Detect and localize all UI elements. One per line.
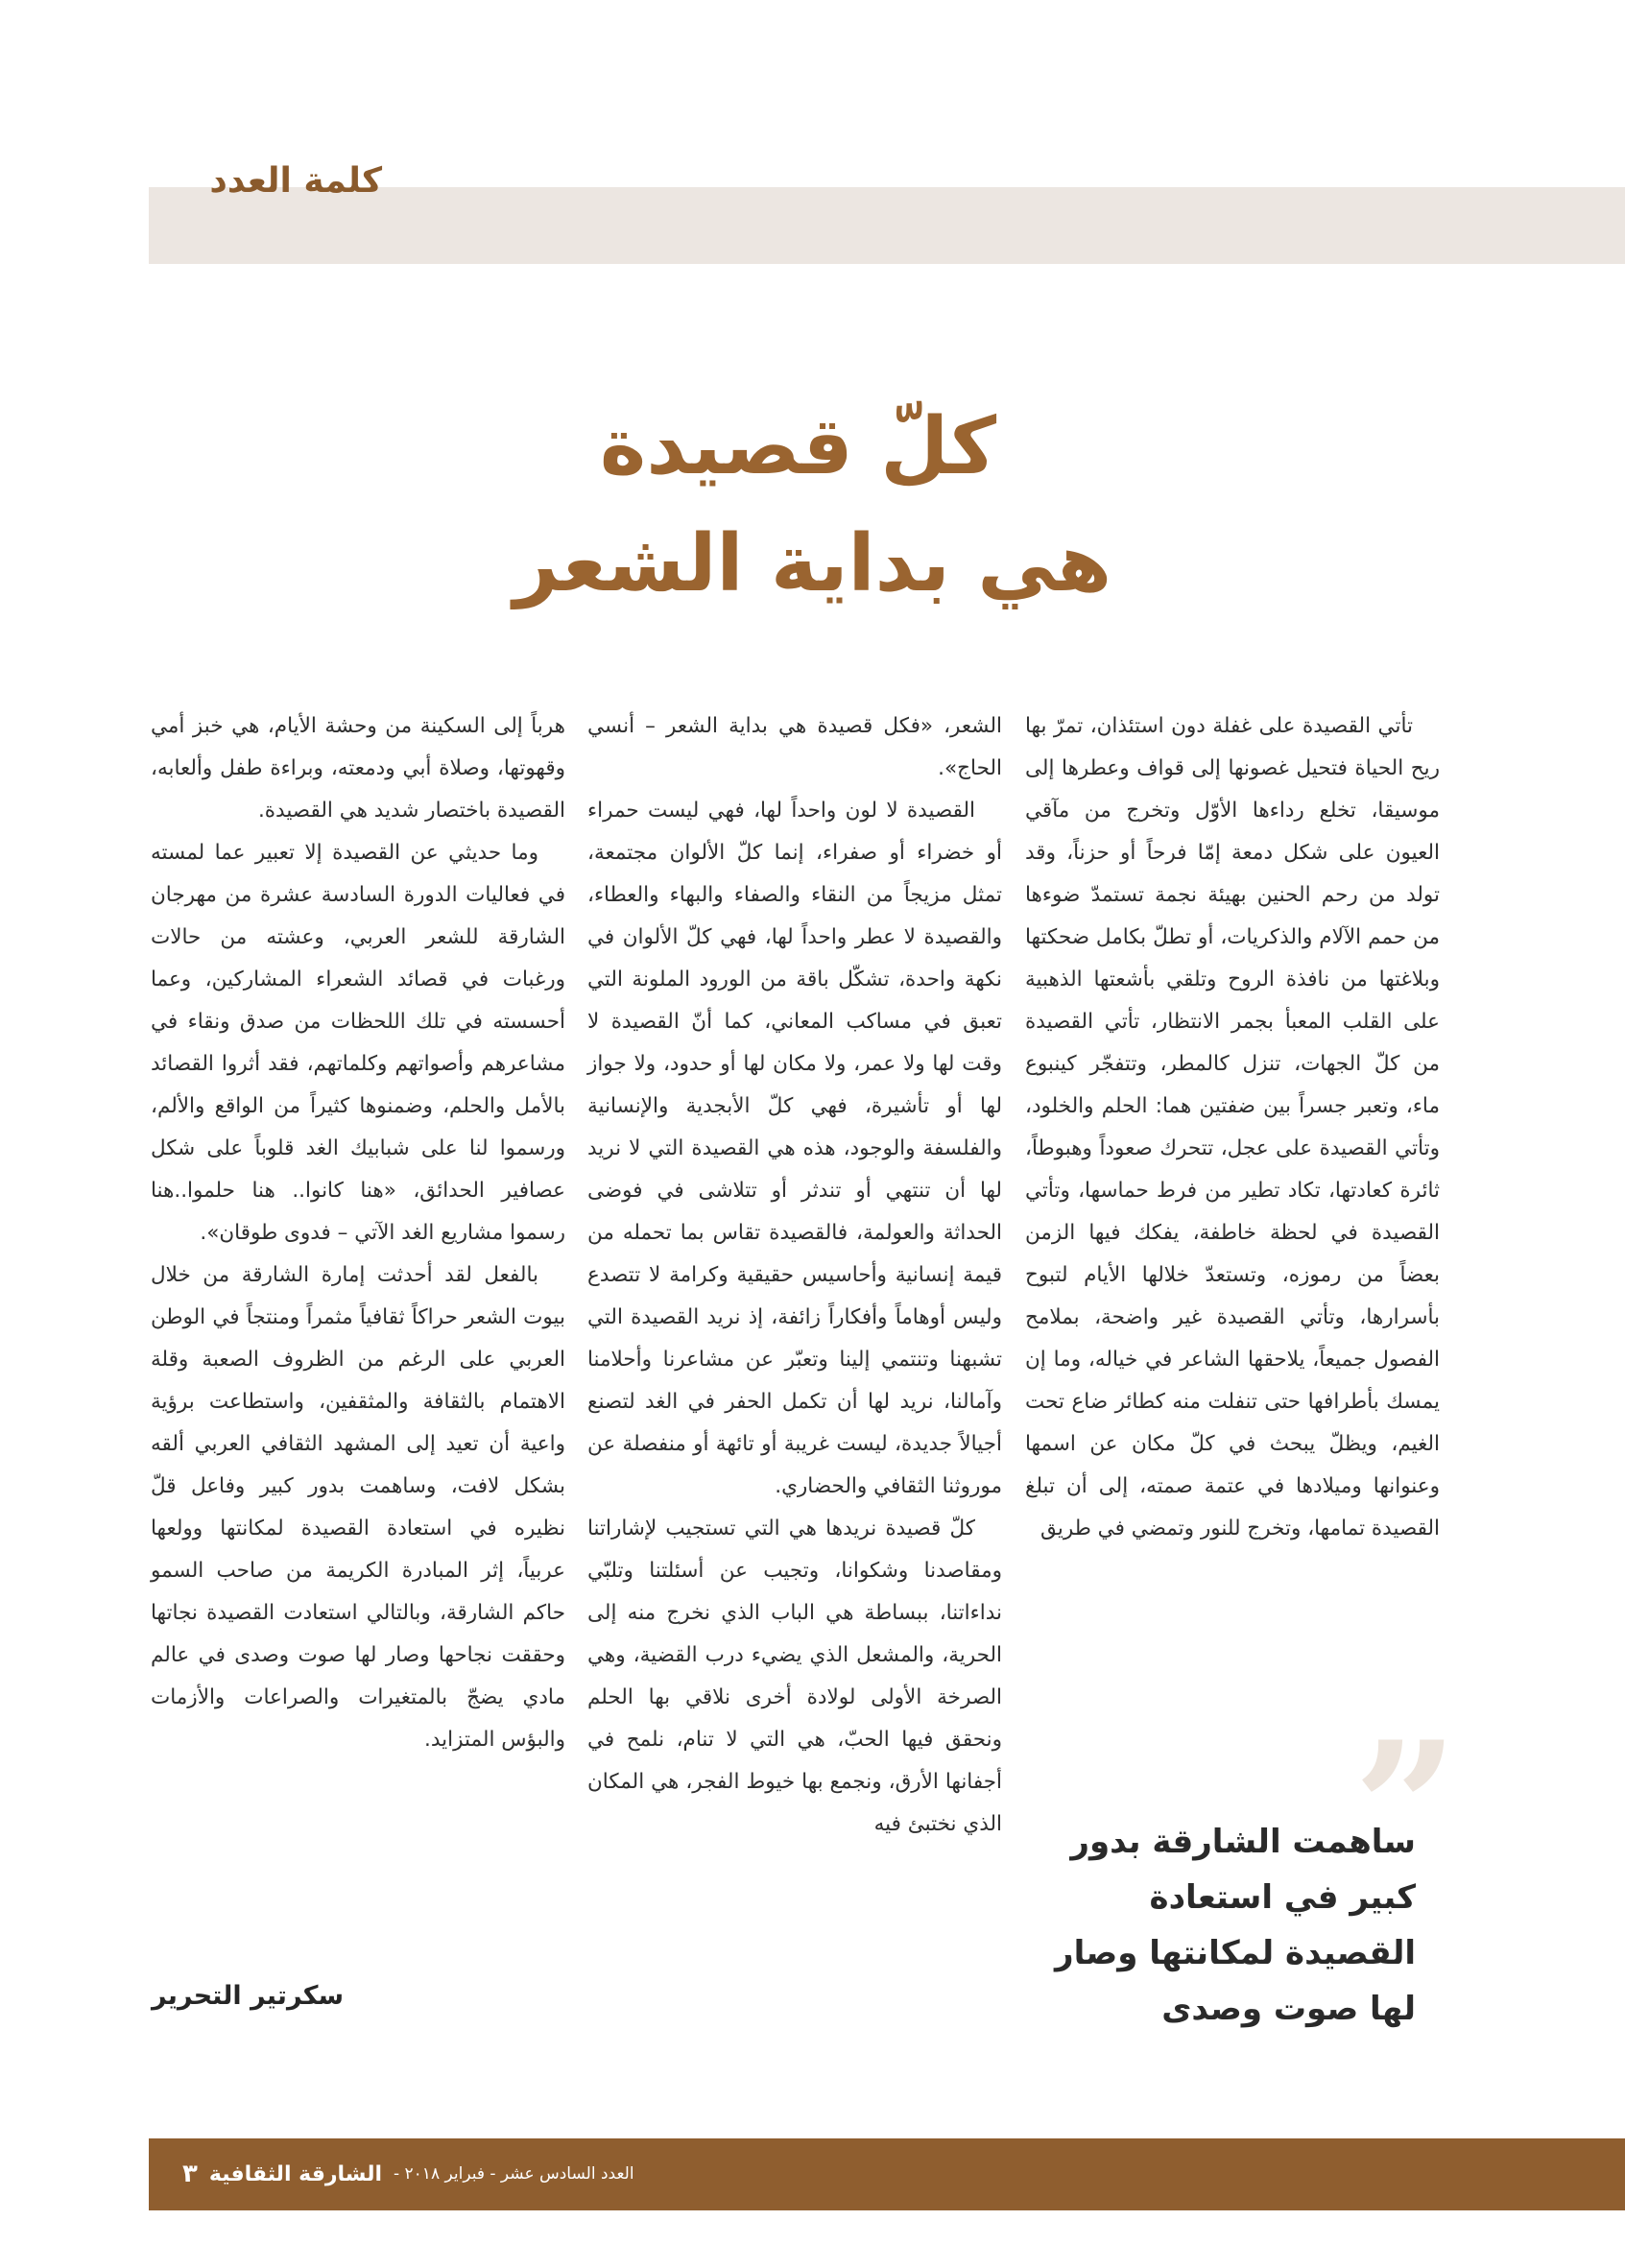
paragraph: وما حديثي عن القصيدة إلا تعبير عما لمسته في فعاليات الدورة السادسة عشرة من مهرجان الشارقة للشعر العربي، وعشته من حالات ورغبات في قصائد الشعراء المشاركين، وعما أحسسته في تلك اللحظات من صدق ونقاء في مشاعرهم وأصواتهم وكلماتهم، فقد أثروا القصائد بالأمل والحلم، وضمنوها كثيراً من الواقع والألم، ورسموا لنا على شبابيك الغد قلوباً على شكل عصافير الحدائق، «هنا كانوا.. هنا حلموا..هنا رسموا مشاريع الغد الآتي – فدوى طوقان». (151, 841, 565, 1245)
title-line-1: كلّ قصيدة (599, 401, 997, 492)
paragraph: الشعر، «فكل قصيدة هي بداية الشعر – أنسي الحاج». (587, 714, 1002, 780)
paragraph: تأتي القصيدة على غفلة دون استئذان، تمرّ بها ريح الحياة فتحيل غصونها إلى قواف وعطرها إلى موسيقا، تخلع رداءها الأوّل وتخرج من مآقي العيون على شكل دمعة إمّا فرحاً أو حزناً، وقد تولد من رحم الحنين بهيئة نجمة تستمدّ ضوءها من حمم الآلام والذكريات، أو تطلّ بكامل ضحكتها وبلاغتها من نافذة الروح وتلقي بأشعتها الذهبية على القلب المعبأ بجمر الانتظار، تأتي القصيدة من كلّ الجهات، تنزل كالمطر، وتتفجّر كينبوع ماء، وتعبر جسراً بين ضفتين هما: الحلم والخلود، وتأتي القصيدة على عجل، تتحرك صعوداً وهبوطاً، ثائرة كعادتها، تكاد تطير من فرط حماسها، وتأتي القصيدة في لحظة خاطفة، يفكك فيها الزمن بعضاً من رموزه، وتستعدّ خلالها الأيام لتبوح بأسرارها، وتأتي القصيدة غير واضحة، بملامح الفصول جميعاً، يلاحقها الشاعر في خياله، وما إن يمسك بأطرافها حتى تنفلت منه كطائر ضاع تحت الغيم، ويظلّ يبحث في كلّ مكان عن اسمها وعنوانها وميلادها في عتمة صمته، إلى أن تبلغ القصيدة تمامها، وتخرج للنور وتمضي في طريق (1025, 714, 1440, 1540)
quote-mark-icon: ” (1353, 1702, 1459, 1916)
paragraph: القصيدة لا لون واحداً لها، فهي ليست حمراء أو خضراء أو صفراء، إنما كلّ الألوان مجتمعة، تمثل مزيجاً من النقاء والصفاء والبهاء والعطاء، والقصيدة لا عطر واحداً لها، فهي كلّ الألوان في نكهة واحدة، تشكّل باقة من الورود الملونة التي تعبق في مساكب المعاني، كما أنّ القصيدة لا وقت لها ولا عمر، ولا مكان لها أو حدود، ولا جواز لها أو تأشيرة، فهي كلّ الأبجدية والإنسانية والفلسفة والوجود، هذه هي القصيدة التي لا نريد لها أن تنتهي أو تندثر أو تتلاشى في فوضى الحداثة والعولمة، فالقصيدة تقاس بما تحمله من قيمة إنسانية وأحاسيس حقيقية وكرامة لا تتصدع وليس أوهاماً وأفكاراً زائفة، إذ نريد القصيدة التي تشبهنا وتنتمي إلينا وتعبّر عن مشاعرنا وأحلامنا وآمالنا، نريد لها أن تكمل الحفر في الغد لتصنع أجيالاً جديدة، ليست غريبة أو تائهة أو منفصلة عن موروثنا الثقافي والحضاري. (587, 799, 1002, 1498)
paragraph: كلّ قصيدة نريدها هي التي تستجيب لإشاراتنا ومقاصدنا وشكوانا، وتجيب عن أسئلتنا وتلبّي نداءاتنا، ببساطة هي الباب الذي نخرج منه إلى الحرية، والمشعل الذي يضيء درب القضية، وهي الصرخة الأولى لولادة أخرى نلاقي بها الحلم ونحقق فيها الحبّ، هي التي لا تنام، نلمح في أجفانها الأرق، ونجمع بها خيوط الفجر، هي المكان الذي نختبئ فيه (587, 1516, 1002, 1836)
text-column-left (151, 705, 565, 1761)
article-title (0, 389, 1625, 623)
author-signature: سكرتير التحرير (151, 1981, 344, 2011)
issue-info: العدد السادس عشر - فبراير ٢٠١٨ - (394, 2164, 634, 2184)
text-column-right (1025, 705, 1440, 1550)
page-number: ٣ (182, 2160, 198, 2188)
section-label: كلمة العدد (209, 161, 382, 201)
paragraph: بالفعل لقد أحدثت إمارة الشارقة من خلال بيوت الشعر حراكاً ثقافياً مثمراً ومنتجاً في الوطن العربي على الرغم من الظروف الصعبة وقلة الاهتمام بالثقافة والمثقفين، واستطاعت برؤية واعية أن تعيد إلى المشهد الثقافي العربي ألقه بشكل لافت، وساهمت بدور كبير وفاعل قلّ نظيره في استعادة القصيدة لمكانتها وولعها عربياً، إثر المبادرة الكريمة من صاحب السمو حاكم الشارقة، وبالتالي استعادت القصيدة نجاتها وحققت نجاحها وصار لها صوت وصدى في عالم مادي يضجّ بالمتغيرات والصراعات والأزمات والبؤس المتزايد. (151, 1263, 565, 1752)
text-column-middle (587, 705, 1002, 1846)
paragraph: هرباً إلى السكينة من وحشة الأيام، هي خبز أمي وقهوتها، وصلاة أبي ودمعته، وبراءة طفل وألعابه، القصيدة باختصار شديد هي القصيدة. (151, 714, 565, 823)
title-line-2: هي بداية الشعر (513, 518, 1112, 609)
footer (182, 2154, 634, 2194)
magazine-logo: الشارقة الثقافية (208, 2161, 382, 2186)
pull-quote: ساهمت الشارقة بدور كبير في استعادة القصيدة لمكانتها وصار لها صوت وصدى (1055, 1823, 1416, 2028)
